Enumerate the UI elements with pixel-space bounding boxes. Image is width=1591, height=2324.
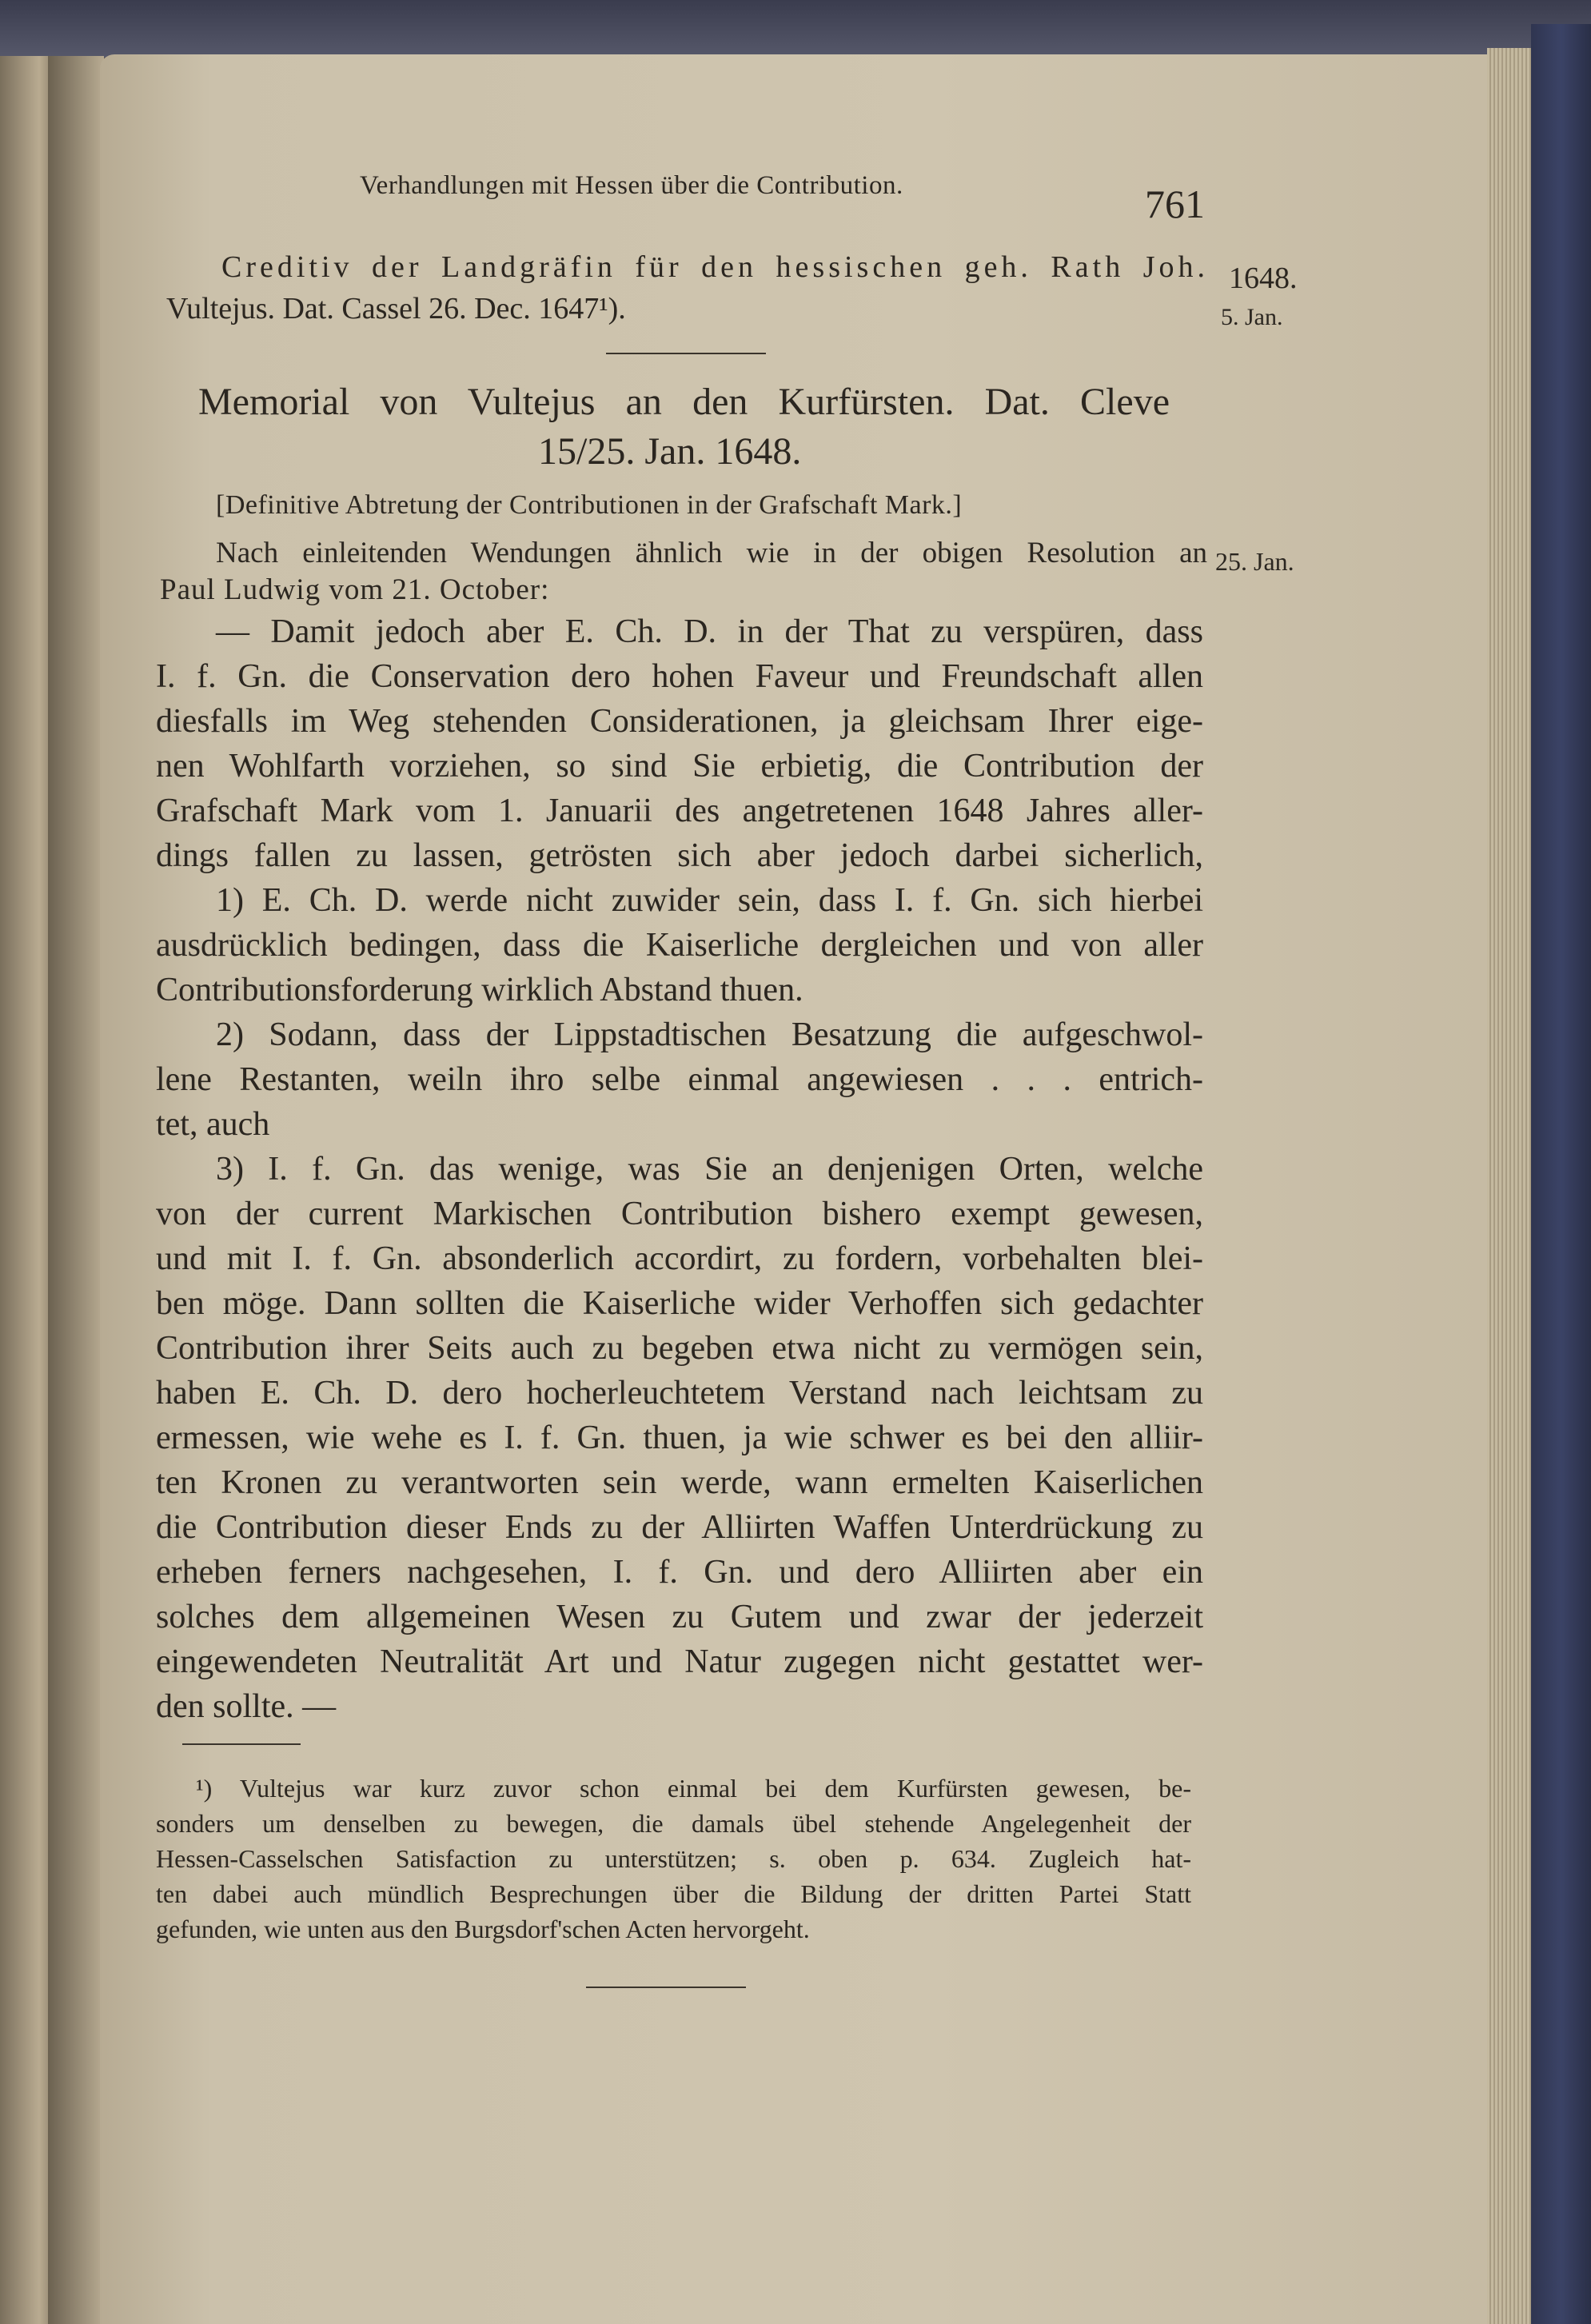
margin-year: 1648. xyxy=(1229,262,1298,295)
credit-heading-line-1: Creditiv der Landgräfin für den hessischen geh. Rath Joh. xyxy=(221,250,1209,284)
body-line: eingewendeten Neutralität Art und Natur zugegen nicht gestattet wer- xyxy=(156,1643,1203,1680)
body-line: ten Kronen zu verantworten sein werde, wann ermelten Kaiserlichen xyxy=(156,1464,1203,1501)
body-line: haben E. Ch. D. dero hocherleuchtetem Verstand nach leichtsam zu xyxy=(156,1375,1203,1412)
credit-heading-line-2: Vultejus. Dat. Cassel 26. Dec. 1647¹). xyxy=(166,292,626,325)
body-line: ben möge. Dann sollten die Kaiserliche wider Verhoffen sich gedachter xyxy=(156,1285,1203,1322)
page-gutter xyxy=(48,56,104,2324)
body-line: Contributionsforderung wirklich Abstand thuen. xyxy=(156,972,803,1008)
footnote-line: sonders um denselben zu bewegen, die damals übel stehende Angelegenheit der xyxy=(156,1809,1191,1838)
body-line: I. f. Gn. die Conservation dero hohen Faveur und Freundschaft allen xyxy=(156,658,1203,695)
body-line: nen Wohlfarth vorziehen, so sind Sie erbietig, die Contribution der xyxy=(156,748,1203,785)
body-line: ermessen, wie wehe es I. f. Gn. thuen, ja wie schwer es bei den alliir- xyxy=(156,1420,1203,1456)
body-line: 3) I. f. Gn. das wenige, was Sie an denjenigen Orten, welche xyxy=(216,1151,1203,1188)
footnote-line: Hessen-Casselschen Satisfaction zu unterstützen; s. oben p. 634. Zugleich hat- xyxy=(156,1844,1191,1873)
margin-date-credit: 5. Jan. xyxy=(1221,304,1283,330)
memorial-intro-line-2: Paul Ludwig vom 21. October: xyxy=(160,573,550,606)
book-cover xyxy=(1531,24,1591,2324)
footnote-rule xyxy=(182,1743,301,1745)
body-line: ausdrücklich bedingen, dass die Kaiserliche dergleichen und von aller xyxy=(156,927,1203,964)
memorial-summary: [Definitive Abtretung der Contributionen in der Grafschaft Mark.] xyxy=(216,490,963,520)
body-line: Contribution ihrer Seits auch zu begeben etwa nicht zu vermögen sein, xyxy=(156,1330,1203,1367)
body-line: dings fallen zu lassen, getrösten sich aber jedoch darbei sicherlich, xyxy=(156,837,1203,874)
margin-date-memorial: 25. Jan. xyxy=(1215,547,1294,576)
body-line: die Contribution dieser Ends zu der Alliirten Waffen Unterdrückung zu xyxy=(156,1509,1203,1546)
body-line: diesfalls im Weg stehenden Considerationen, ja gleichsam Ihrer eige- xyxy=(156,703,1203,740)
end-divider xyxy=(586,1987,746,1988)
page-stack-edges xyxy=(1487,48,1535,2324)
body-line: tet, auch xyxy=(156,1106,270,1143)
footnote-line: ten dabei auch mündlich Besprechungen über die Bildung der dritten Partei Statt xyxy=(156,1879,1191,1908)
page-number: 761 xyxy=(1145,182,1205,226)
body-line: 2) Sodann, dass der Lippstadtischen Besatzung die aufgeschwol- xyxy=(216,1016,1203,1053)
running-head: Verhandlungen mit Hessen über die Contribution. xyxy=(360,171,903,200)
body-line: solches dem allgemeinen Wesen zu Gutem und zwar der jederzeit xyxy=(156,1599,1203,1635)
footnote-line: gefunden, wie unten aus den Burgsdorf'schen Acten hervorgeht. xyxy=(156,1915,810,1943)
body-line: Grafschaft Mark vom 1. Januarii des angetretenen 1648 Jahres aller- xyxy=(156,793,1203,829)
body-line: — Damit jedoch aber E. Ch. D. in der That zu verspüren, dass xyxy=(216,613,1203,650)
body-line: erheben ferners nachgesehen, I. f. Gn. und dero Alliirten aber ein xyxy=(156,1554,1203,1591)
memorial-intro-line-1: Nach einleitenden Wendungen ähnlich wie in der obigen Resolution an xyxy=(216,537,1207,569)
section-divider xyxy=(606,353,766,354)
top-binding-band xyxy=(0,0,1591,58)
body-line: lene Restanten, weiln ihro selbe einmal angewiesen . . . entrich- xyxy=(156,1061,1203,1098)
body-line: von der current Markischen Contribution bishero exempt gewesen, xyxy=(156,1196,1203,1232)
body-line: und mit I. f. Gn. absonderlich accordirt, zu fordern, vorbehalten blei- xyxy=(156,1240,1203,1277)
memorial-heading-line-2: 15/25. Jan. 1648. xyxy=(538,430,802,473)
body-line: den sollte. — xyxy=(156,1688,337,1725)
footnote-line: ¹) Vultejus war kurz zuvor schon einmal bei dem Kurfürsten gewesen, be- xyxy=(196,1774,1191,1803)
memorial-heading-line-1: Memorial von Vultejus an den Kurfürsten. Dat. Cleve xyxy=(198,381,1170,423)
body-line: 1) E. Ch. D. werde nicht zuwider sein, dass I. f. Gn. sich hierbei xyxy=(216,882,1203,919)
